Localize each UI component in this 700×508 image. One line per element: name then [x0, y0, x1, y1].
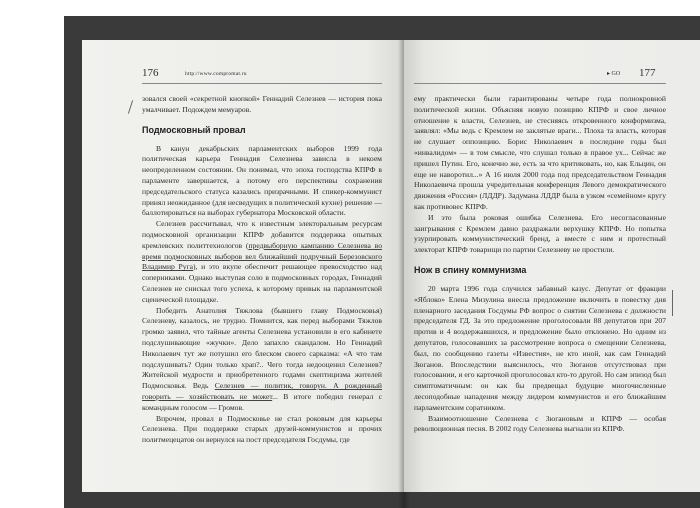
pen-mark-margin [128, 100, 133, 114]
right-paragraph-3: 20 марта 1996 года случился забавный казус. Депутат от фракции «Яблоко» Елена Мизулина внесла предложение включить в повестку дня пленарного заседания Госдумы РФ вопрос о снятии Селезнева с должности председателя ГД. За это предложение проголосовали 88 депутатов при 207 против и 4 воздержавшихся, и предложение было отклонено. Но одним из депутатов, голосовавших за рассмотрение вопроса о смещении Селезнева, был, по сообщению газеты «Известия», не кто иной, как сам Геннадий Зюганов. Впоследствии выяснилось, что Зюганов отсутствовал при голосовании, и его карточкой проголосовал кто-то другой. Но сам эпизод был симптоматичным: он как бы предвещал будущие многочисленные лесоподобные нападения между лидером коммунистов и его ближайшим парламентским соратником. [414, 283, 666, 412]
right-header-marker: ▸ GO [607, 71, 621, 77]
right-paragraph-2: И это была роковая ошибка Селезнева. Его несогласованные заигрывания с Кремлем давно раздражали верхушку КПРФ. Но попытка узурпировать коммунистический бренд, а вместе с ним и протестный электорат КПРФ товарищи по партии Селезневу не простили. [414, 212, 666, 255]
left-paragraph-2 [142, 219, 382, 305]
right-paragraph-4: Взаимоотношение Селезнева с Зюгановым и КПРФ — особая революционная песня. В 2002 году Селезнева выгнали из КПРФ. [414, 413, 666, 434]
right-intro-paragraph: ему практически были гарантированы четыре года полнокровной политической жизни. Объясняя новую позицию КПРФ и свое личное отношение к власти, Селезнев, не стесняясь откровенного конформизма, заявлял: «Мы ведь с Кремлем не заклятые враги... Плоха та власть, которая не слушает оппозицию. Борис Николаевич в последние годы был «инвалидом» — в том смысле, что слушал только в правое ух... Сейчас же пришел Путин. Его, конечно же, есть за что критиковать, но, как Ельцин, он еще не наворотил...» А 16 июля 2000 года под председательством Геннадия Николаевича прошла учредительная конференция Левого демократического движения «Россия» (ЛДДР). Задумана ЛДДР была в узком «семейном» кругу как противовес КПРФ. [414, 94, 666, 211]
left-paragraph-3-start: Победить Анатолия Тяжлова (бывшего главу Подмосковья) Селезневу, казалось, не трудно. Помнится, как перед выборами Тяжлов громко заявил, что тайные агенты Селезнева установили в его кабинете подслушивающие «жучки». Дело запахло скандалом. Но Геннадий Николаевич тут же потушил его блеском своего сарказма: «А что там подслушивать? Один только храп?.. Чего тогда недооценил Селезнев? Житейской мудрости и приобретенного годами скептицизма жителей Подмосковья. Ведь [142, 305, 382, 391]
right-header-rule [414, 83, 666, 84]
right-page-number: 177 [639, 67, 656, 79]
left-paragraph-3-underlined: Селезнев — политик, говорун. А рожденный говорить — хозяйствовать не может [142, 381, 382, 401]
right-page-body [414, 94, 666, 435]
left-paragraph-2-underlined: предвыборную кампанию Селезнева во время подмосковных выборов вел ближайший подручный Березовского Владимир Руга [142, 240, 382, 272]
right-page [404, 40, 700, 492]
left-paragraph-3-end: ... В итоге победил генерал с командным голосом — Громов. [142, 391, 382, 412]
left-paragraph-4: Впрочем, провал в Подмосковье не стал роковым для карьеры Селезнева. При поддержке старых друзей-коммунистов и прочих политмецецатов он вернулся на пост председателя Госдумы, где [142, 413, 382, 445]
left-header-url: http://www.compromat.ru [185, 71, 247, 77]
left-paragraph-2-start: Селезнев рассчитывал, что к известным электоральным ресурсам подмосковной организации КПРФ добавится поддержка опытных кремлевских политтехнологов ( [142, 219, 382, 250]
left-paragraph-3 [142, 306, 382, 414]
left-section-heading: Подмосковный провал [142, 124, 246, 135]
right-section-heading: Нож в спину коммунизма [414, 264, 527, 275]
left-paragraph-2-end: ), и это вкупе обеспечит решающее превосходство над соперниками. Однако выступая соло в подмосковных городах, Геннадий Селезнев не снискал того успеха, к которому привык на парламентской сценической площадке. [142, 262, 382, 304]
left-page-number: 176 [142, 67, 159, 79]
left-header-rule [142, 83, 382, 84]
left-page-body [142, 94, 382, 446]
left-page [82, 40, 404, 492]
left-paragraph-1: В канун декабрьских парламентских выборов 1999 года политическая карьера Геннадия Селезнева зависла в некоем неопределенном состоянии. Он понимал, что эпоха господства КПРФ в парламенте завершается, а потому его перспективы сохранения председательского статуса казались призрачными. И спикер-коммунист принял неожиданное (для несведущих в политической кухне) решение — баллотироваться на выборах губернатора Московской области. [142, 143, 382, 218]
pen-mark-right-margin [672, 290, 673, 316]
left-intro-paragraph: зовался своей «секретной кнопкой» Геннадий Селезнев — история пока умалчивает. Подождем мемуаров. [142, 94, 382, 114]
